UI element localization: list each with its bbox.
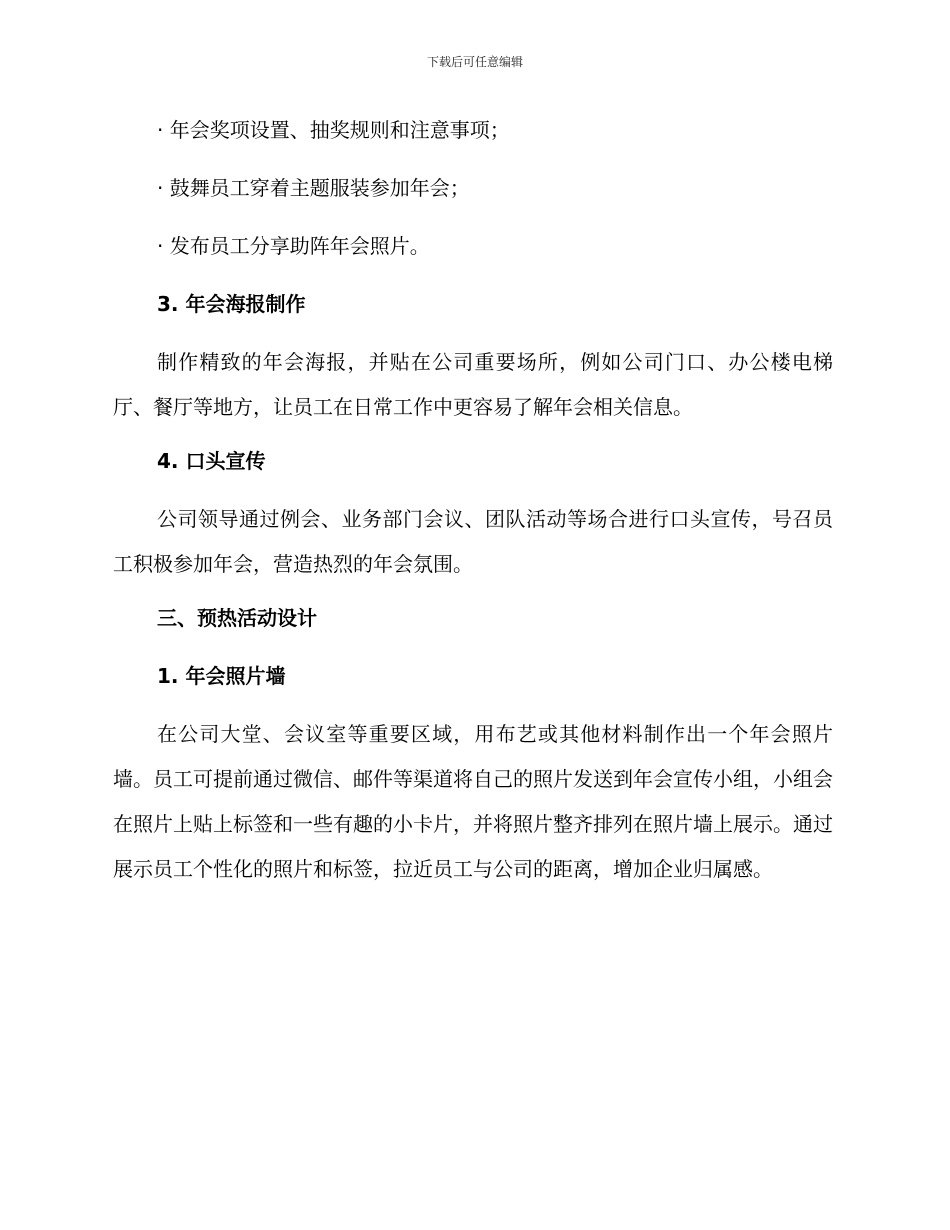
bullet-item-costume: · 鼓舞员工穿着主题服装参加年会；: [157, 176, 470, 200]
paragraph-photo-wall: 在公司大堂、会议室等重要区域，用布艺或其他材料制作出一个年会照片墙。员工可提前通过微信、邮件等渠道将自己的照片发送到年会宣传小组，小组会在照片上贴上标签和一些有趣的小卡片，并将照片整齐排列在照片墙上展示。通过展示员工个性化的照片和标签，拉近员工与公司的距离，增加企业归属感。: [113, 722, 833, 881]
bullet-item-awards: · 年会奖项设置、抽奖规则和注意事项；: [157, 118, 510, 142]
paragraph-poster: 制作精致的年会海报，并贴在公司重要场所，例如公司门口、办公楼电梯厅、餐厅等地方，让员工在日常工作中更容易了解年会相关信息。: [113, 350, 833, 419]
page-header: 下载后可任意编辑: [426, 55, 523, 69]
paragraph-verbal: 公司领导通过例会、业务部门会议、团队活动等场合进行口头宣传，号召员工积极参加年会，营造热烈的年会氛围。: [113, 507, 833, 576]
document-body: [113, 112, 833, 905]
section-heading-poster: 3. 年会海报制作: [157, 292, 306, 316]
part-heading-warmup: 三、预热活动设计: [157, 606, 317, 630]
bullet-item-photos: · 发布员工分享助阵年会照片。: [157, 234, 430, 258]
section-heading-photo-wall: 1. 年会照片墙: [157, 664, 286, 688]
section-heading-verbal: 4. 口头宣传: [157, 449, 266, 473]
